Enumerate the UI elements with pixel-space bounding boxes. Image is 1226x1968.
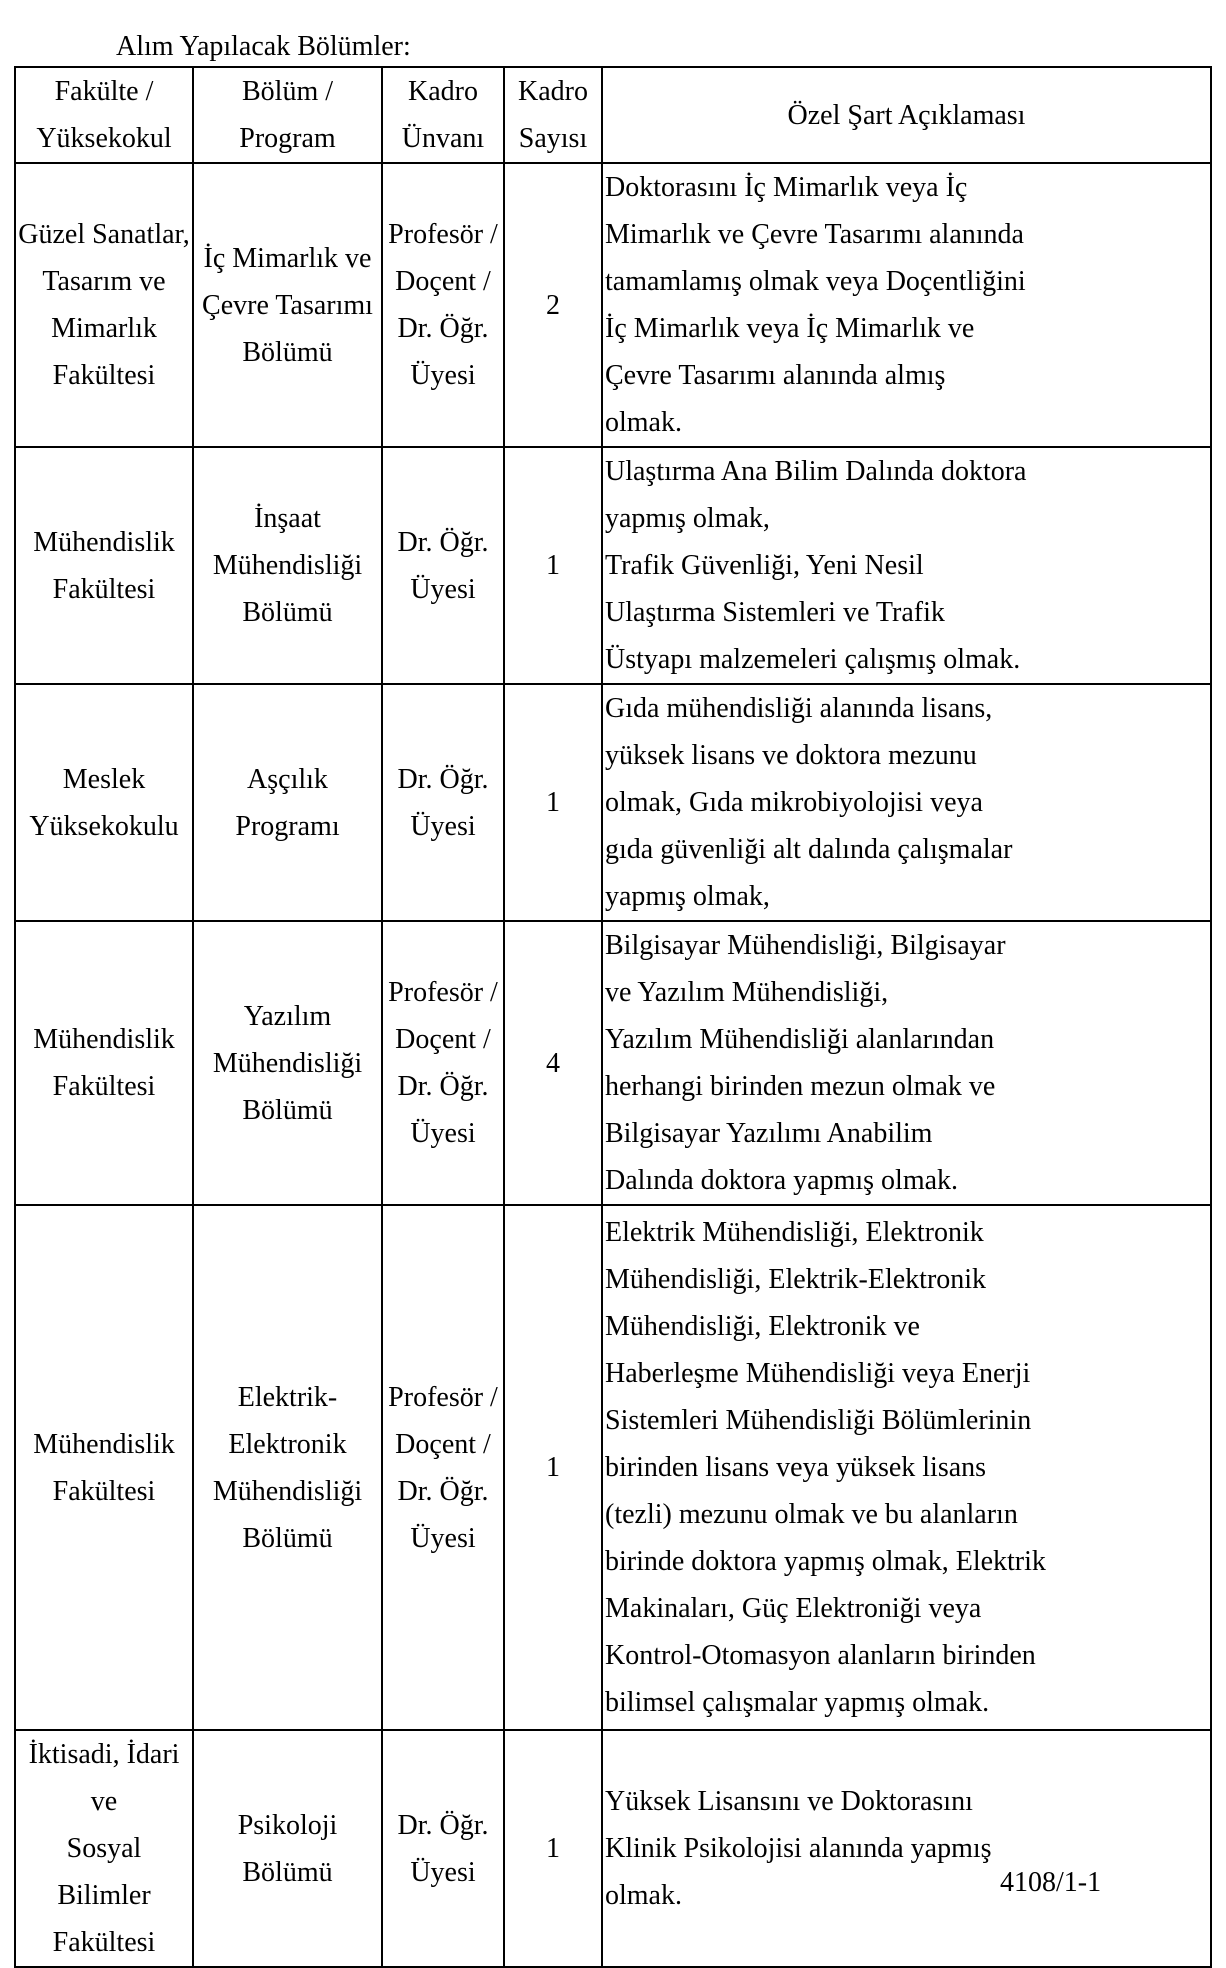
count-cell: 4 — [504, 921, 602, 1205]
department-cell: Yazılım Mühendisliği Bölümü — [193, 921, 382, 1205]
requirements-cell: Ulaştırma Ana Bilim Dalında doktora yapmış olmak, Trafik Güvenliği, Yeni Nesil Ulaştırma Sistemleri ve Trafik Üstyapı malzemeleri çalışmış olmak. — [602, 447, 1211, 684]
count-cell: 1 — [504, 1205, 602, 1730]
title-cell: Dr. Öğr. Üyesi — [382, 1730, 504, 1967]
requirements-cell: Elektrik Mühendisliği, Elektronik Mühendisliği, Elektrik-Elektronik Mühendisliği, Elektronik ve Haberleşme Mühendisliği veya Enerji Sistemleri Mühendisliği Bölümlerinin birinden lisans veya yüksek lisans (tezli) mezunu olmak ve bu alanların birinde doktora yapmış olmak, Elektrik Makinaları, Güç Elektroniği veya Kontrol-Otomasyon alanların birinden bilimsel çalışmalar yapmış olmak. — [602, 1205, 1211, 1730]
header-count: Kadro Sayısı — [504, 67, 602, 163]
table-row — [15, 163, 1211, 447]
header-department: Bölüm / Program — [193, 67, 382, 163]
department-cell: İnşaat Mühendisliği Bölümü — [193, 447, 382, 684]
department-cell: Elektrik- Elektronik Mühendisliği Bölümü — [193, 1205, 382, 1730]
count-cell: 1 — [504, 684, 602, 921]
header-requirements: Özel Şart Açıklaması — [602, 67, 1211, 163]
table-row — [15, 921, 1211, 1205]
title-cell: Dr. Öğr. Üyesi — [382, 447, 504, 684]
faculty-cell: İktisadi, İdari ve Sosyal Bilimler Fakültesi — [15, 1730, 193, 1967]
department-cell: Aşçılık Programı — [193, 684, 382, 921]
header-faculty: Fakülte / Yüksekokul — [15, 67, 193, 163]
faculty-cell: Mühendislik Fakültesi — [15, 1205, 193, 1730]
faculty-cell: Mühendislik Fakültesi — [15, 447, 193, 684]
requirements-cell: Bilgisayar Mühendisliği, Bilgisayar ve Yazılım Mühendisliği, Yazılım Mühendisliği alanlarından herhangi birinden mezun olmak ve Bilgisayar Yazılımı Anabilim Dalında doktora yapmış olmak. — [602, 921, 1211, 1205]
requirements-cell: Yüksek Lisansını ve Doktorasını Klinik Psikolojisi alanında yapmış olmak. — [602, 1730, 1211, 1967]
faculty-cell: Mühendislik Fakültesi — [15, 921, 193, 1205]
positions-table — [14, 66, 1212, 1968]
count-cell: 2 — [504, 163, 602, 447]
count-cell: 1 — [504, 1730, 602, 1967]
department-cell: Psikoloji Bölümü — [193, 1730, 382, 1967]
title-cell: Profesör / Doçent / Dr. Öğr. Üyesi — [382, 1205, 504, 1730]
requirements-cell: Doktorasını İç Mimarlık veya İç Mimarlık ve Çevre Tasarımı alanında tamamlamış olmak veya Doçentliğini İç Mimarlık veya İç Mimarlık ve Çevre Tasarımı alanında almış olmak. — [602, 163, 1211, 447]
table-header-row — [15, 67, 1211, 163]
title-cell: Profesör / Doçent / Dr. Öğr. Üyesi — [382, 921, 504, 1205]
table-row — [15, 684, 1211, 921]
count-cell: 1 — [504, 447, 602, 684]
header-title: Kadro Ünvanı — [382, 67, 504, 163]
faculty-cell: Güzel Sanatlar, Tasarım ve Mimarlık Fakültesi — [15, 163, 193, 447]
title-cell: Dr. Öğr. Üyesi — [382, 684, 504, 921]
table-row — [15, 1730, 1211, 1967]
requirements-cell: Gıda mühendisliği alanında lisans, yüksek lisans ve doktora mezunu olmak, Gıda mikrobiyolojisi veya gıda güvenliği alt dalında çalışmalar yapmış olmak, — [602, 684, 1211, 921]
department-cell: İç Mimarlık ve Çevre Tasarımı Bölümü — [193, 163, 382, 447]
table-caption: Alım Yapılacak Bölümler: — [116, 31, 411, 62]
table-row — [15, 447, 1211, 684]
faculty-cell: Meslek Yüksekokulu — [15, 684, 193, 921]
document-code: 4108/1-1 — [1000, 1867, 1102, 1898]
table-row — [15, 1205, 1211, 1730]
title-cell: Profesör / Doçent / Dr. Öğr. Üyesi — [382, 163, 504, 447]
